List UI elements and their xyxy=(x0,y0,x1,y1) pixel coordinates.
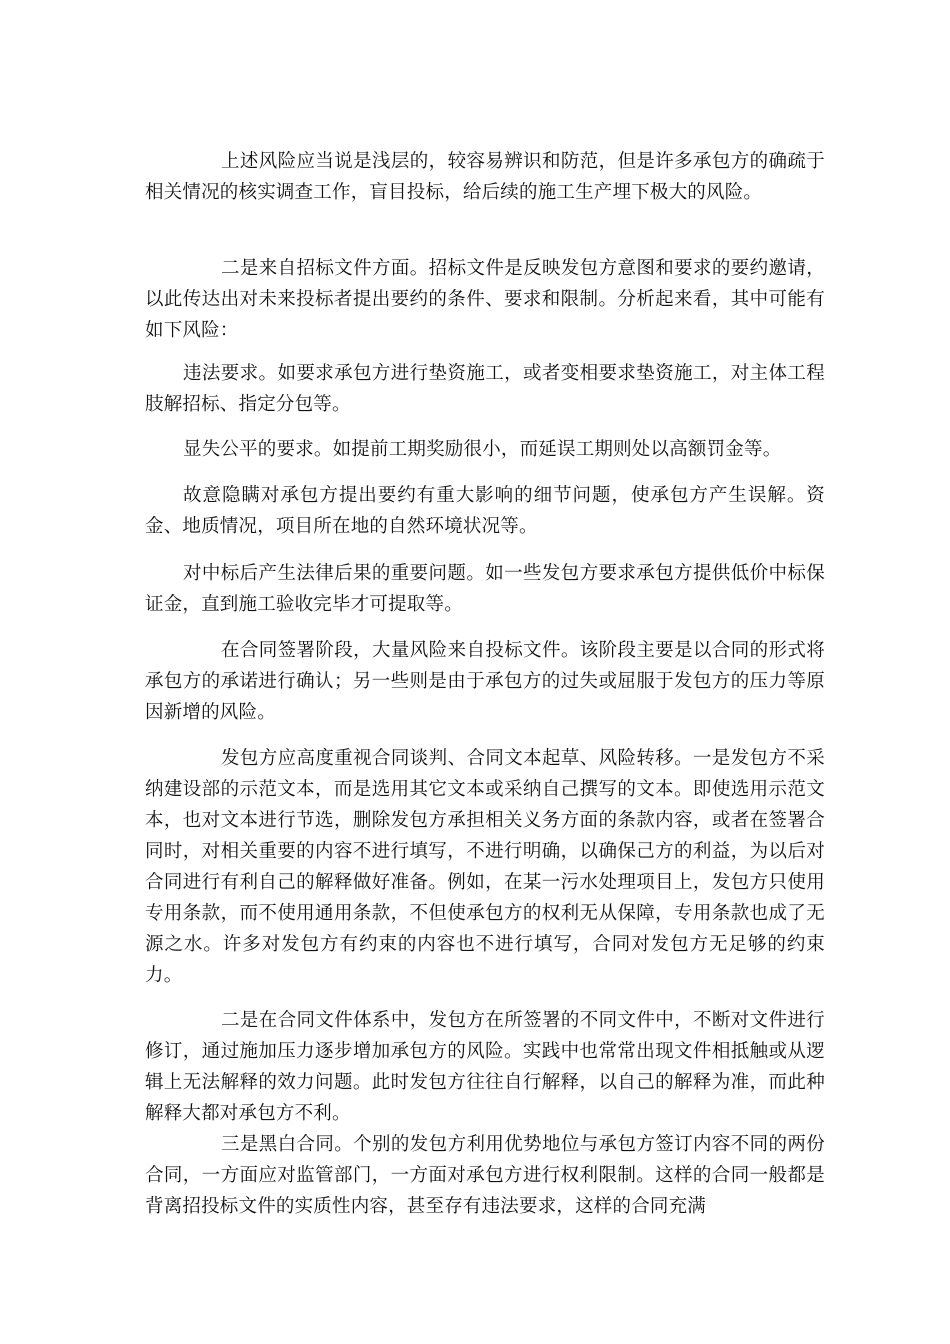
paragraph-contract-negotiation: 发包方应高度重视合同谈判、合同文本起草、风险转移。一是发包方不采纳建设部的示范文本，而是选用其它文本或采纳自己撰写的文本。即使选用示范文本，也对文本进行节选，删除发包方承担相关义务方面的条款内容，或者在签署合同时，对相关重要的内容不进行填写，不进行明确，以确保己方的利益，为以后对合同进行有利自己的解释做好准备。例如，在某一污水处理项目上，发包方只使用专用条款，而不使用通用条款，不但使承包方的权利无从保障，专用条款也成了无源之水。许多对发包方有约束的内容也不进行填写，合同对发包方无足够的约束力。 xyxy=(145,748,825,986)
paragraph-contract-signing: 在合同签署阶段，大量风险来自投标文件。该阶段主要是以合同的形式将承包方的承诺进行确认；另一些则是由于承包方的过失或屈服于发包方的压力等原因新增的风险。 xyxy=(145,640,825,723)
paragraph-unfair-requirements: 显失公平的要求。如提前工期奖励很小，而延误工期则处以高额罚金等。 xyxy=(183,439,782,460)
paragraph-legal-consequences: 对中标后产生法律后果的重要问题。如一些发包方要求承包方提供低价中标保证金，直到施工验收完毕才可提取等。 xyxy=(145,563,825,615)
paragraph-illegal-requirements: 违法要求。如要求承包方进行垫资施工，或者变相要求垫资施工，对主体工程肢解招标、指定分包等。 xyxy=(145,363,825,415)
paragraph-concealed-details: 故意隐瞒对承包方提出要约有重大影响的细节问题，使承包方产生误解。资金、地质情况，项目所在地的自然环境状况等。 xyxy=(145,485,825,537)
paragraph-black-white-contracts: 三是黑白合同。个别的发包方利用优势地位与承包方签订内容不同的两份合同，一方面应对监管部门，一方面对承包方进行权利限制。这样的合同一般都是背离招投标文件的实质性内容，甚至存有违法要求，这样的合同充满 xyxy=(145,1134,825,1217)
paragraph-shallow-risks: 上述风险应当说是浅层的，较容易辨识和防范，但是许多承包方的确疏于相关情况的核实调查工作，盲目投标，给后续的施工生产埋下极大的风险。 xyxy=(145,151,825,203)
paragraph-contract-revisions: 二是在合同文件体系中，发包方在所签署的不同文件中，不断对文件进行修订，通过施加压力逐步增加承包方的风险。实践中也常常出现文件相抵触或从逻辑上无法解释的效力问题。此时发包方往往自行解释，以自己的解释为准，而此种解释大都对承包方不利。 xyxy=(145,1010,825,1124)
paragraph-tender-documents: 二是来自招标文件方面。招标文件是反映发包方意图和要求的要约邀请，以此传达出对未来投标者提出要约的条件、要求和限制。分析起来看，其中可能有如下风险： xyxy=(145,258,825,341)
